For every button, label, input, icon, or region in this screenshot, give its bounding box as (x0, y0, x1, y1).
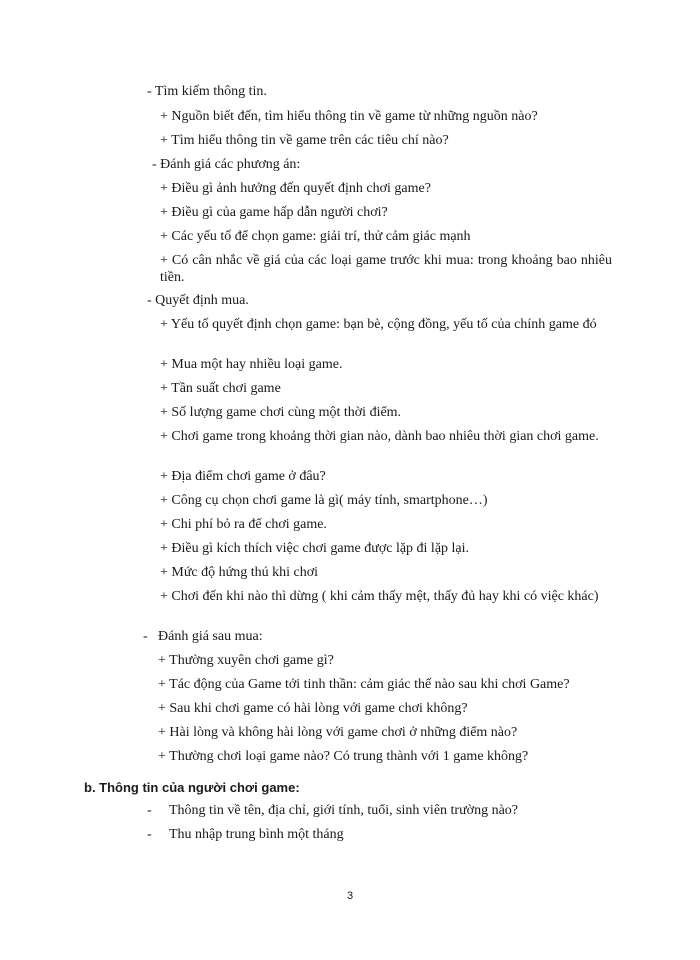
eval-heading: - Đánh giá các phương án: (152, 157, 301, 172)
eval-item: + Các yếu tố để chọn game: giải trí, thử cảm giác mạnh (160, 229, 471, 244)
section-b-dash: - (147, 827, 152, 842)
buy-item: + Địa điểm chơi game ở đâu? (160, 469, 326, 484)
buy-item: + Chơi game trong khoảng thời gian nào, dành bao nhiêu thời gian chơi game. (160, 429, 599, 444)
buy-item: + Mức độ hứng thú khi chơi (160, 565, 319, 580)
buy-item: + Số lượng game chơi cùng một thời điểm. (160, 405, 402, 420)
search-item: + Tìm hiểu thông tin về game trên các tiêu chí nào? (160, 133, 449, 148)
post-item: + Thường chơi loại game nào? Có trung thành với 1 game không? (158, 749, 529, 764)
buy-item: + Chi phí bỏ ra để chơi game. (160, 517, 327, 532)
buy-item: + Công cụ chọn chơi game là gì( máy tính, smartphone…) (160, 493, 488, 508)
post-heading: Đánh giá sau mua: (158, 629, 263, 644)
buy-item: + Điều gì kích thích việc chơi game được lặp đi lặp lại. (160, 541, 470, 556)
buy-item: + Tần suất chơi game (160, 381, 281, 396)
post-item: + Sau khi chơi game có hài lòng với game chơi không? (158, 701, 468, 716)
buy-heading: - Quyết định mua. (147, 293, 249, 308)
post-item: + Thường xuyên chơi game gì? (158, 653, 334, 668)
eval-item: + Có cân nhắc về giá của các loại game trước khi mua: trong khoảng bao nhiêu tiền. (160, 253, 612, 285)
buy-item: + Chơi đến khi nào thì dừng ( khi cảm thấy mệt, thấy đủ hay khi có việc khác) (160, 589, 599, 604)
section-b-item: Thông tin về tên, địa chỉ, giới tính, tuổi, sinh viên trường nào? (169, 803, 519, 818)
section-b-heading: b. Thông tin của người chơi game: (84, 780, 300, 795)
buy-item: + Yếu tố quyết định chọn game: bạn bè, cộng đồng, yếu tố của chính game đó (160, 317, 597, 332)
section-b-item: Thu nhập trung bình một tháng (169, 827, 344, 842)
eval-item: + Điều gì ảnh hưởng đến quyết định chơi game? (160, 181, 431, 196)
post-item: + Hài lòng và không hài lòng với game chơi ở những điểm nào? (158, 725, 518, 740)
buy-item: + Mua một hay nhiều loại game. (160, 357, 343, 372)
section-b-dash: - (147, 803, 152, 818)
search-heading: - Tìm kiếm thông tin. (147, 84, 267, 99)
post-dash: - (143, 629, 148, 644)
post-item: + Tác động của Game tới tinh thần: cảm giác thế nào sau khi chơi Game? (158, 677, 570, 692)
search-item: + Nguồn biết đến, tìm hiểu thông tin về game từ những nguồn nào? (160, 109, 538, 124)
eval-item: + Điều gì của game hấp dẫn người chơi? (160, 205, 388, 220)
page-number: 3 (346, 890, 354, 902)
